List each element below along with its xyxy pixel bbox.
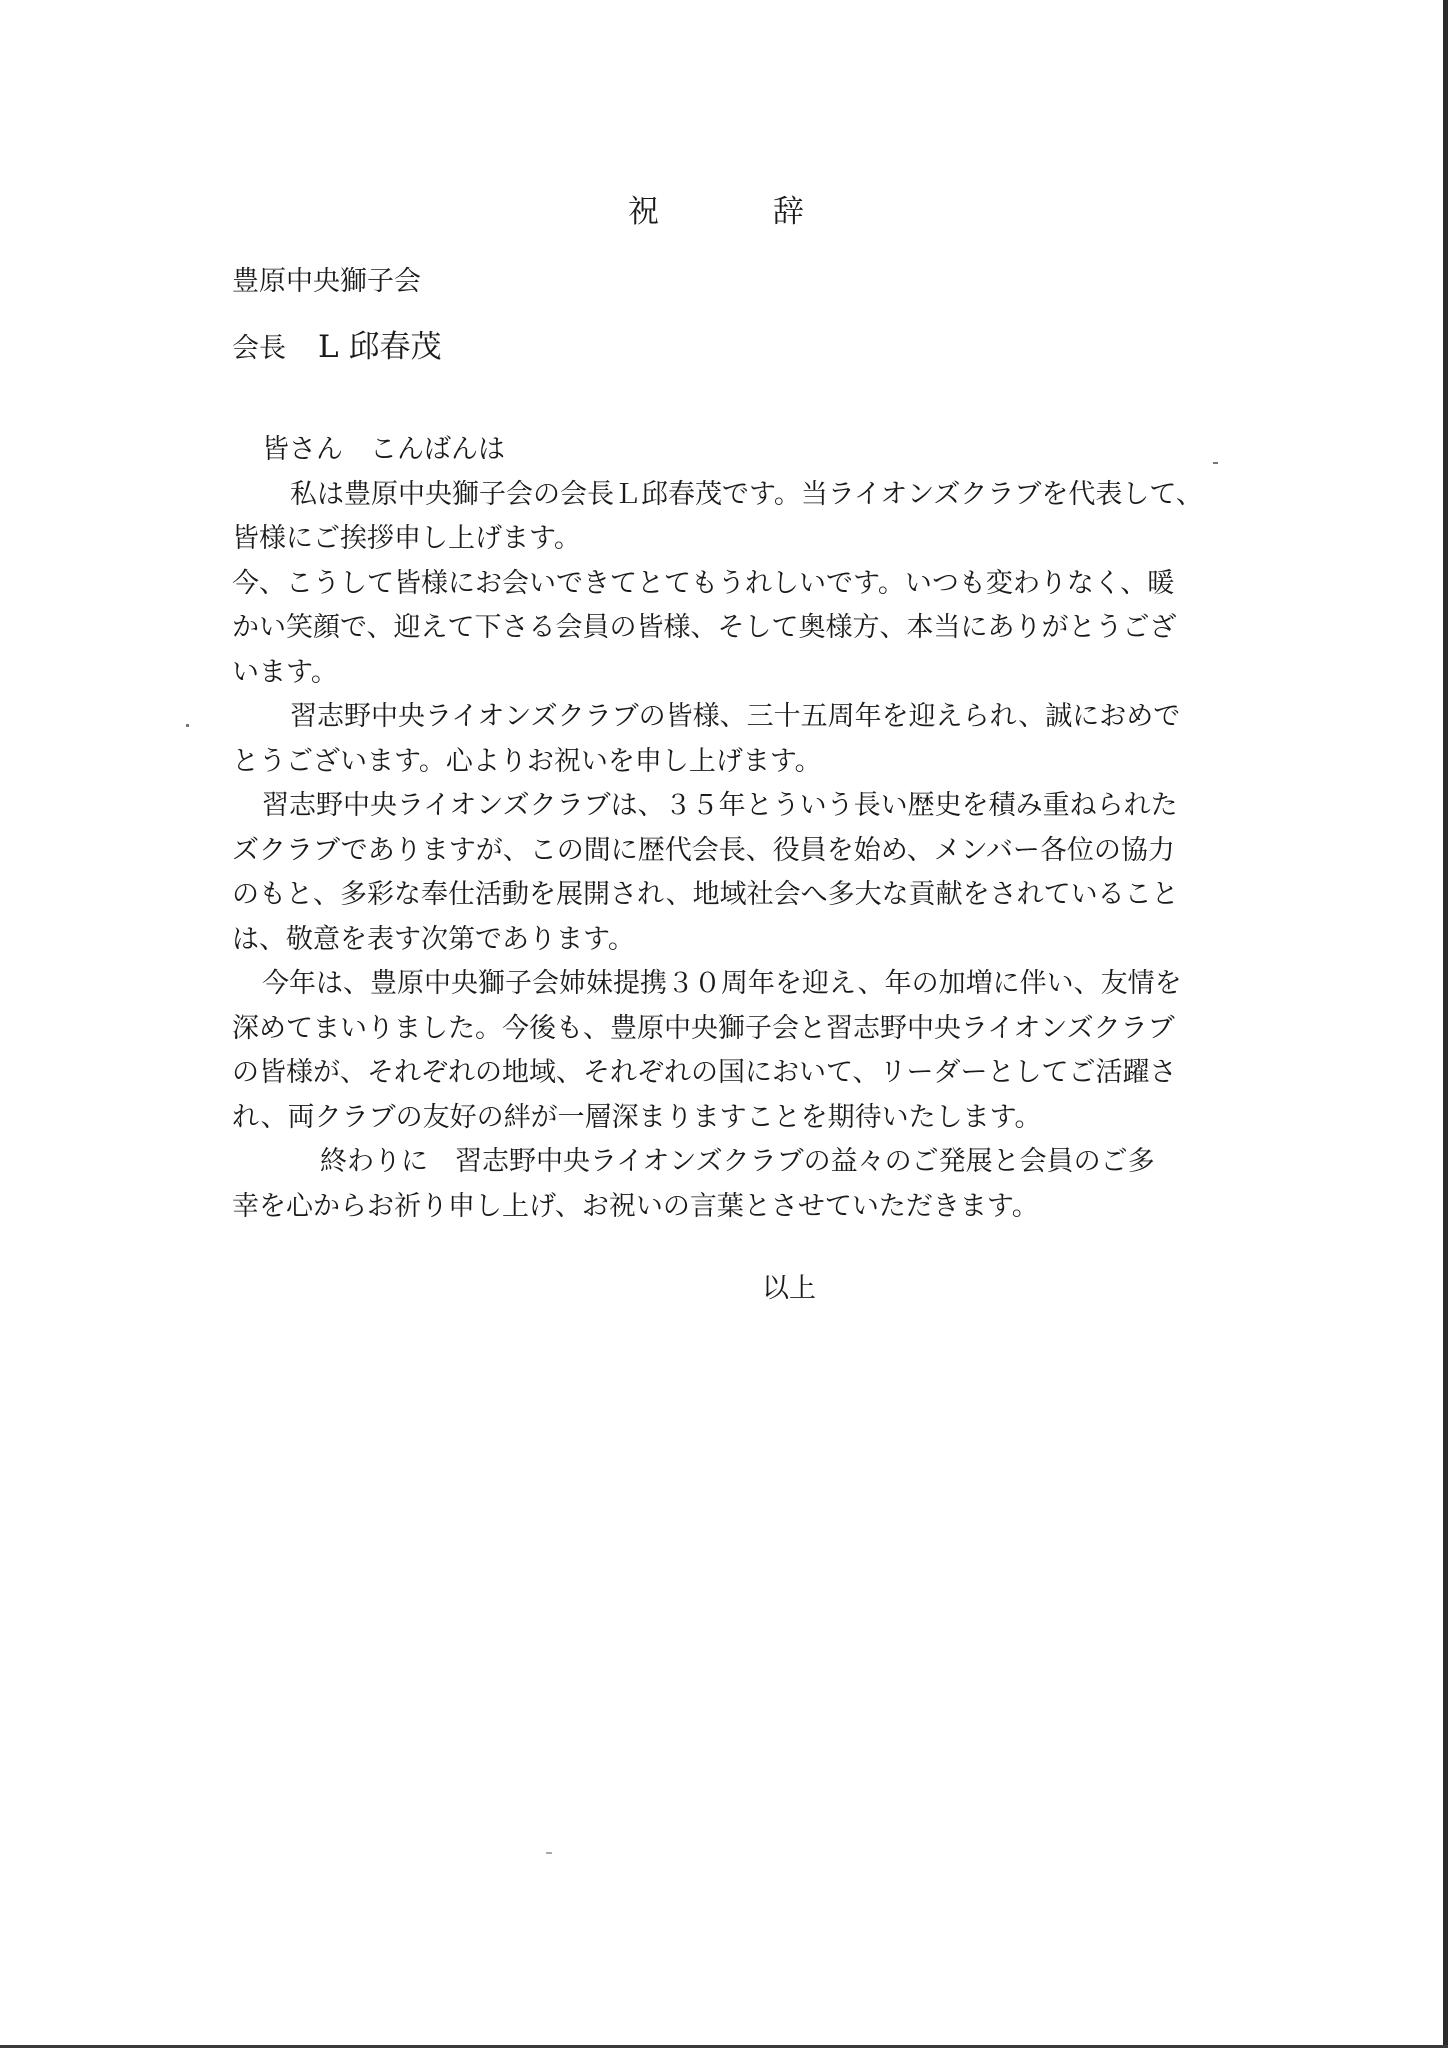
scan-speck	[1213, 462, 1218, 464]
president-line	[232, 321, 441, 366]
speech-line: かい笑顔で、迎えて下さる会員の皆様、そして奥様方、本当にありがとうござ	[232, 612, 1177, 643]
closing-mark: 以上	[762, 1273, 816, 1304]
president-name: L 邱春茂	[318, 329, 442, 365]
organization-name: 豊原中央獅子会	[232, 266, 421, 297]
speech-line: れ、両クラブの友好の絆が一層深まりますことを期待いたします。	[232, 1101, 1042, 1133]
speech-body	[232, 428, 1262, 1229]
speech-line: 習志野中央ライオンズクラブは、３５年とういう長い歴史を積み重ねられた	[262, 790, 1178, 821]
scan-speck	[186, 724, 189, 727]
speech-line: のもと、多彩な奉仕活動を展開され、地域社会へ多大な貢献をされていること	[232, 879, 1179, 910]
speech-line: 今年は、豊原中央獅子会姉妹提携３０周年を迎え、年の加増に伴い、友情を	[262, 968, 1182, 999]
speech-line: とうございます。心よりお祝いを申し上げます。	[232, 745, 822, 777]
speech-line: 今、こうして皆様にお会いできてとてもうれしいです。いつも変わりなく、暖	[232, 567, 1175, 599]
speech-line: 幸を心からお祈り申し上げ、お祝いの言葉とさせていただきます。	[232, 1190, 1039, 1222]
speech-line: 深めてまいりました。今後も、豊原中央獅子会と習志野中央ライオンズクラブ	[232, 1012, 1175, 1044]
speech-line: 皆さん こんばんは	[262, 434, 505, 465]
scan-speck	[546, 1852, 552, 1854]
speech-line: 皆様にご挨拶申し上げます。	[232, 523, 581, 554]
speech-line: 習志野中央ライオンズクラブの皆様、三十五周年を迎えられ、誠におめで	[290, 701, 1181, 732]
speech-line: は、敬意を表す次第であります。	[232, 923, 635, 955]
document-title: 祝 辞	[628, 194, 856, 230]
scan-edge-right	[1443, 0, 1448, 2048]
speech-line: ズクラブでありますが、この間に歴代会長、役員を始め、メンバー各位の協力	[232, 834, 1175, 866]
president-role: 会長	[232, 333, 286, 364]
speech-line: 私は豊原中央獅子会の会長Ｌ邱春茂です。当ライオンズクラブを代表して、	[290, 478, 1203, 510]
speech-line: います。	[232, 656, 338, 688]
speech-line: 終わりに 習志野中央ライオンズクラブの益々のご発展と会員のご多	[320, 1146, 1155, 1177]
speech-line: の皆様が、それぞれの地域、それぞれの国において、リーダーとしてご活躍さ	[232, 1057, 1177, 1088]
